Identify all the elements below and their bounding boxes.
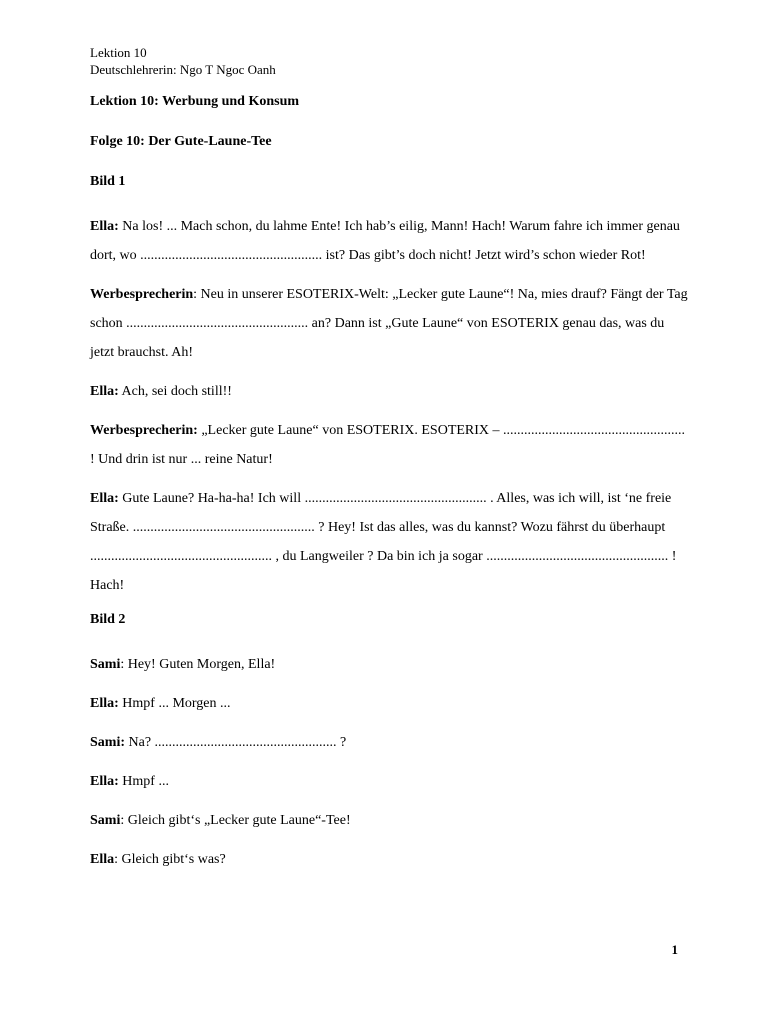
speaker-name: Sami [90,813,121,828]
dialogue-text: „Lecker gute Laune“ von ESOTERIX. ESOTERIX – .................................................... ! Und drin ist nur ... reine Natur! [90,423,686,467]
dialogue-text: : Neu in unserer ESOTERIX-Welt: „Lecker gute Laune“! Na, mies drauf? Fängt der Tag schon .................................................... an? Dann ist „Gute Laune“ von ESOTERIX genau das, was du jetzt brauchst. Ah! [90,287,688,360]
scene-heading-bild-1: Bild 1 [90,174,126,189]
dialogue-line [90,416,690,474]
speaker-name: Ella: [90,774,119,789]
dialogue-text: Na? .................................................... ? [125,735,347,750]
dialogue-text: : Gleich gibt‘s was? [114,852,226,867]
speaker-name: Sami: [90,735,125,750]
dialogue-line [90,212,690,270]
speaker-name: Ella: [90,491,119,506]
dialogue-text: : Gleich gibt‘s „Lecker gute Laune“-Tee! [120,813,351,828]
dialogue-line [90,845,690,874]
dialogue-line [90,484,690,600]
dialogue-line [90,650,690,679]
page-header [90,44,276,78]
speaker-name: Sami [90,657,121,672]
document-title: Lektion 10: Werbung und Konsum [90,94,300,109]
dialogue-text: Na los! ... Mach schon, du lahme Ente! Ich hab’s eilig, Mann! Hach! Warum fahre ich immer genau dort, wo .................................................... ist? Das gibt’s doch nicht! Jetzt wird’s schon wieder Rot! [90,219,680,263]
speaker-name: Ella: [90,696,119,711]
dialogue-text: Gute Laune? Ha-ha-ha! Ich will .................................................... . Alles, was ich will, ist ‘ne freie Straße. .................................................... ? Hey! Ist das alles, was du kannst? Wozu fährst du überhaupt .................................................... , du Langweiler ? Da bin ich ja sogar .................................................... ! Hach! [90,491,677,593]
episode-title: Folge 10: Der Gute-Laune-Tee [90,134,272,149]
dialogue-line [90,280,690,367]
dialogue-line [90,728,690,757]
speaker-name: Ella: [90,219,119,234]
scene-heading-bild-2: Bild 2 [90,612,126,627]
header-lesson: Lektion 10 [90,45,147,60]
header-teacher: Deutschlehrerin: Ngo T Ngoc Oanh [90,62,276,77]
speaker-name: Ella: [90,384,119,399]
dialogue-text: Ach, sei doch still!! [118,384,232,399]
dialogue-line [90,806,690,835]
speaker-name: Werbesprecherin [90,287,194,302]
dialogue-text: Hmpf ... Morgen ... [118,696,231,711]
dialogue-text: : Hey! Guten Morgen, Ella! [120,657,276,672]
dialogue-text: Hmpf ... [118,774,169,789]
page-number: 1 [671,942,678,957]
dialogue-line [90,689,690,718]
document-body [90,92,690,884]
dialogue-line [90,767,690,796]
speaker-name: Ella [90,852,115,867]
dialogue-line [90,377,690,406]
speaker-name: Werbesprecherin: [90,423,198,438]
